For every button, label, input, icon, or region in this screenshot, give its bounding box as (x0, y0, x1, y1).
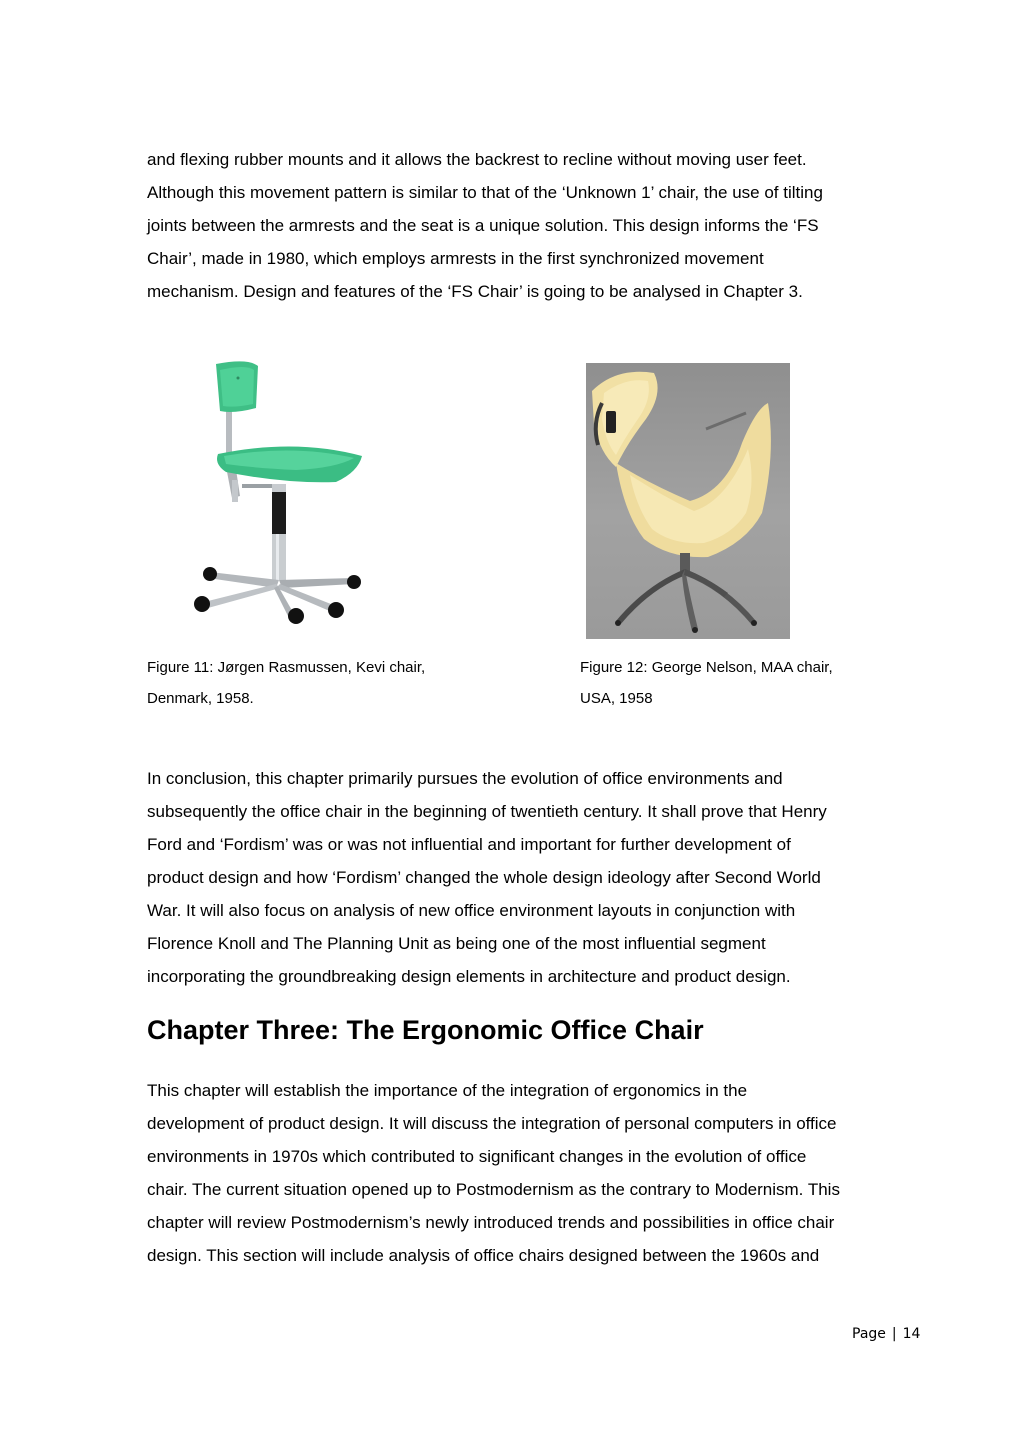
page-separator: | (891, 1326, 897, 1342)
kevi-chair-photo (186, 356, 370, 631)
page-number: 14 (902, 1326, 921, 1342)
page-label: Page (852, 1326, 886, 1342)
figure-12-caption: Figure 12: George Nelson, MAA chair, USA, 1958 (580, 659, 833, 707)
body-paragraph-chapter-three: This chapter will establish the importance of the integration of ergonomics in the development of product design. It will discuss the integration of personal computers in office environments in 1970s which contributed to significant changes in the evolution of office chair. The current situation opened up to Postmodernism as the contrary to Modernism. This chapter will review Postmodernism’s newly introduced trends and possibilities in office chair design. This section will include analysis of office chairs designed between the 1960s and (147, 1081, 840, 1265)
body-paragraph-intro: and flexing rubber mounts and it allows the backrest to recline without moving user feet. Although this movement pattern is similar to that of the ‘Unknown 1’ chair, the use of tilting joints between the armrests and the seat is a unique solution. This design informs the ‘FS Chair’, made in 1980, which employs armrests in the first synchronized movement mechanism. Design and features of the ‘FS Chair’ is going to be analysed in Chapter 3. (147, 150, 823, 301)
figure-11-caption: Figure 11: Jørgen Rasmussen, Kevi chair, Denmark, 1958. (147, 659, 426, 707)
body-paragraph-conclusion: In conclusion, this chapter primarily pursues the evolution of office environments and subsequently the office chair in the beginning of twentieth century. It shall prove that Henry Ford and ‘Fordism’ was or was not influential and important for further development of product design and how ‘Fordism’ changed the whole design ideology after Second World War. It will also focus on analysis of new office environment layouts in conjunction with Florence Knoll and The Planning Unit as being one of the most influential segment incorporating the groundbreaking design elements in architecture and product design. (147, 769, 827, 986)
chapter-heading: Chapter Three: The Ergonomic Office Chair (147, 1015, 704, 1045)
page-number-footer (852, 1324, 920, 1344)
maa-chair-photo (586, 363, 790, 639)
